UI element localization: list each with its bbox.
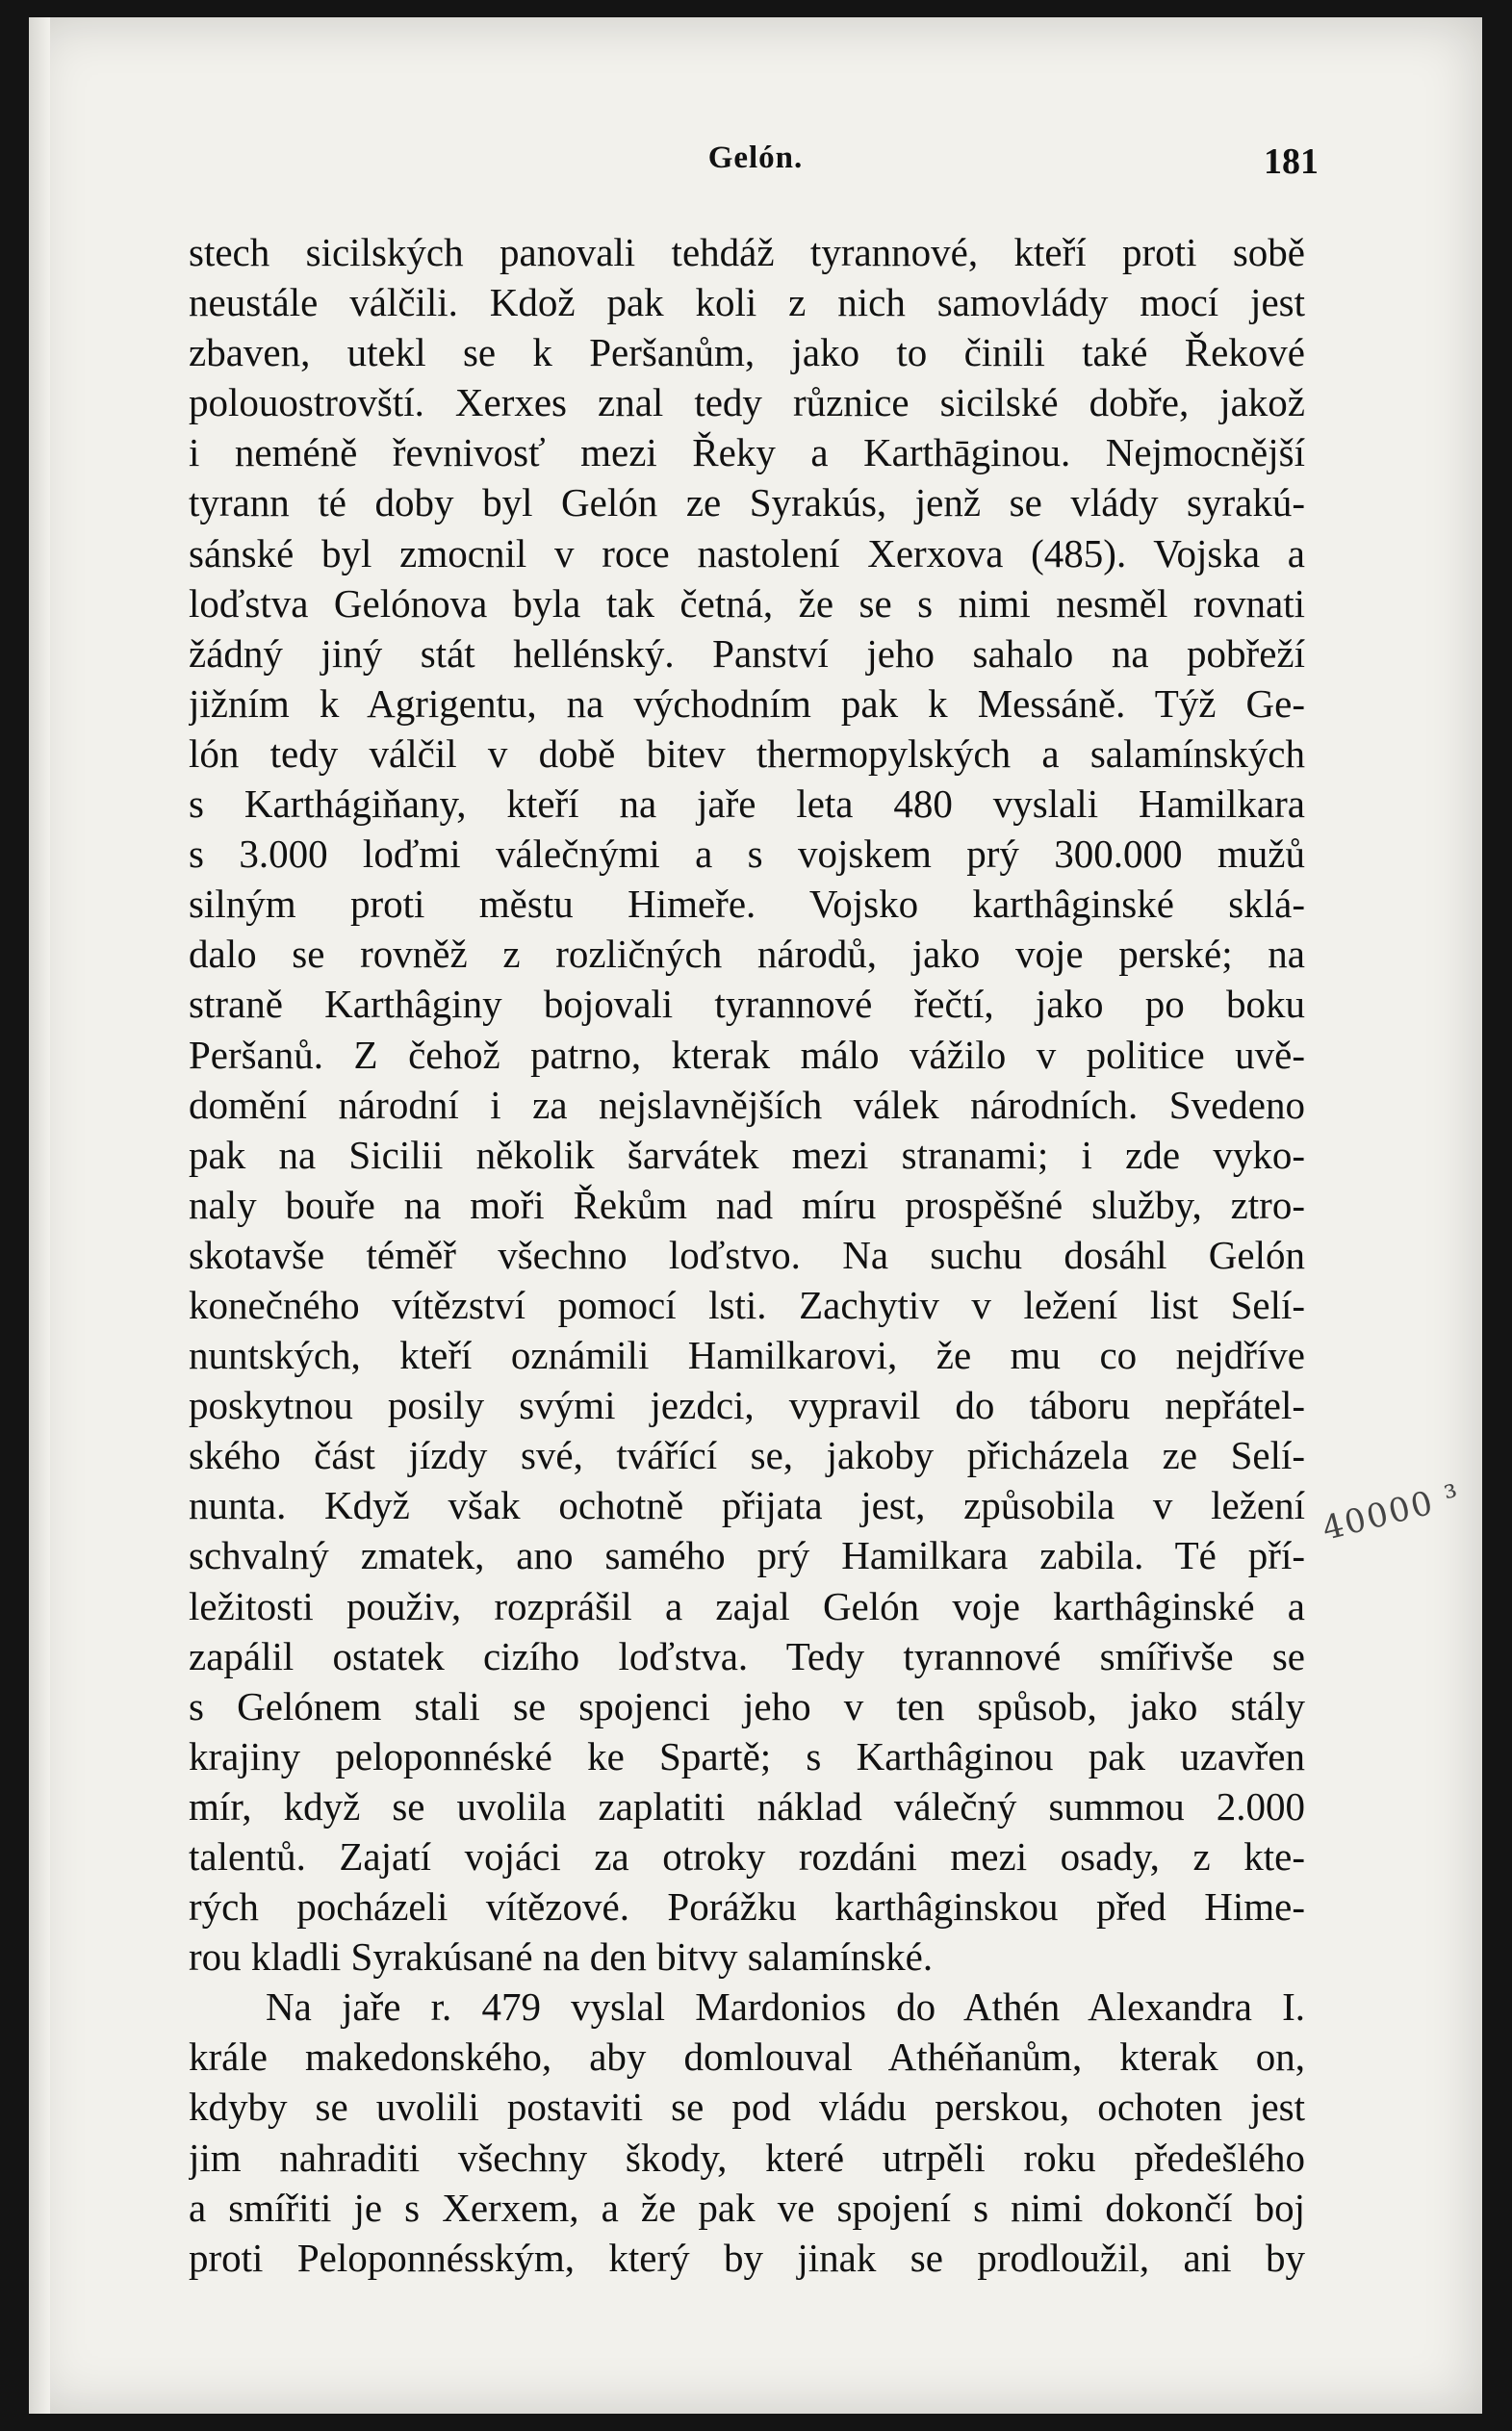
text-line: konečného vítězství pomocí lsti. Zachytiv v ležení list Selí- — [189, 1282, 1305, 1327]
text-line: neustále válčili. Kdož pak koli z nich samovlády mocí jest — [189, 280, 1305, 325]
text-line: domění národní i za nejslavnějších válek národních. Svedeno — [189, 1082, 1305, 1127]
text-line: dalo se rovněž z rozličných národů, jako voje perské; na — [189, 932, 1305, 977]
text-line: naly bouře na moři Řekům nad míru prospěšné služby, ztro- — [189, 1182, 1305, 1227]
text-line: sánské byl zmocnil v roce nastolení Xerxova (485). Vojska a — [189, 530, 1305, 576]
text-line: jim nahraditi všechny škody, které utrpěli roku předešlého — [189, 2135, 1305, 2180]
paragraph-start-line: Na jaře r. 479 vyslal Mardonios do Athén Alexandra I. — [266, 1984, 1305, 2030]
running-header — [192, 141, 1319, 198]
text-line: zbaven, utekl se k Peršanům, jako to činili také Řekové — [189, 330, 1305, 375]
text-line: polouostrovští. Xerxes znal tedy různice sicilské dobře, jakož — [189, 380, 1305, 425]
text-line: talentů. Zajatí vojáci za otroky rozdáni mezi osady, z kte- — [189, 1834, 1305, 1879]
text-line: rých pocházeli vítězové. Porážku karthâginskou před Hime- — [189, 1884, 1305, 1930]
text-line: ležitosti použiv, rozprášil a zajal Gelón voje karthâginské a — [189, 1583, 1305, 1628]
text-line: s 3.000 loďmi válečnými a s vojskem prý 300.000 mužů — [189, 832, 1305, 877]
text-line: s Gelónem stali se spojenci jeho v ten spůsob, jako stály — [189, 1683, 1305, 1728]
text-line: loďstva Gelónova byla tak četná, že se s nimi nesměl rovnati — [189, 580, 1305, 626]
text-line: straně Karthâginy bojovali tyrannové řečtí, jako po boku — [189, 982, 1305, 1027]
running-title: Gelón. — [707, 141, 804, 175]
paragraph-end-line: rou kladli Syrakúsané na den bitvy salamínské. — [189, 1934, 934, 1980]
text-line: a smířiti je s Xerxem, a že pak ve spojení s nimi dokončí boj — [189, 2185, 1305, 2230]
text-line: žádný jiný stát hellénský. Panství jeho sahalo na pobřeží — [189, 630, 1305, 676]
text-line: nunta. Když však ochotně přijata jest, způsobila v ležení — [189, 1483, 1305, 1528]
text-line: tyrann té doby byl Gelón ze Syrakús, jenž se vlády syrakú- — [189, 480, 1305, 525]
text-line: schvalný zmatek, ano samého prý Hamilkara zabila. Té pří- — [189, 1533, 1305, 1578]
text-line: Peršanů. Z čehož patrno, kterak málo vážilo v politice uvě- — [189, 1032, 1305, 1077]
text-line: krále makedonského, aby domlouval Athéňanům, kterak on, — [189, 2034, 1305, 2080]
text-line: nuntských, kteří oznámili Hamilkarovi, že mu co nejdříve — [189, 1333, 1305, 1378]
page-gutter — [29, 17, 50, 2414]
text-line: mír, když se uvolila zaplatiti náklad válečný summou 2.000 — [189, 1783, 1305, 1829]
text-line: jižním k Agrigentu, na východním pak k Messáně. Týž Ge- — [189, 680, 1305, 726]
page-number: 181 — [1264, 141, 1319, 182]
text-line: kdyby se uvolili postaviti se pod vládu perskou, ochoten jest — [189, 2085, 1305, 2130]
text-line: stech sicilských panovali tehdáž tyrannové, kteří proti sobě — [189, 230, 1305, 274]
text-line: pak na Sicilii několik šarvátek mezi stranami; i zde vyko- — [189, 1132, 1305, 1177]
handwritten-margin-note: 40000 ³ — [1319, 1476, 1465, 1548]
text-line: i neméně řevnivosť mezi Řeky a Karthāginou. Nejmocnější — [189, 430, 1305, 475]
text-line: silným proti městu Himeře. Vojsko karthâginské sklá- — [189, 882, 1305, 927]
text-line: krajiny peloponnéské ke Spartě; s Karthâginou pak uzavřen — [189, 1733, 1305, 1778]
text-line: skotavše téměř všechno loďstvo. Na suchu dosáhl Gelón — [189, 1232, 1305, 1277]
text-line: proti Peloponnésským, který by jinak se prodloužil, ani by — [189, 2235, 1305, 2280]
text-line: zapálil ostatek cizího loďstva. Tedy tyrannové smířivše se — [189, 1633, 1305, 1678]
text-line: poskytnou posily svými jezdci, vypravil do táboru nepřátel- — [189, 1383, 1305, 1428]
body-text — [189, 227, 1305, 2283]
text-line: s Karthágiňany, kteří na jaře leta 480 vyslali Hamilkara — [189, 781, 1305, 827]
text-line: ského část jízdy své, tvářící se, jakoby přicházela ze Selí- — [189, 1433, 1305, 1478]
text-line: lón tedy válčil v době bitev thermopylských a salamínských — [189, 730, 1305, 776]
